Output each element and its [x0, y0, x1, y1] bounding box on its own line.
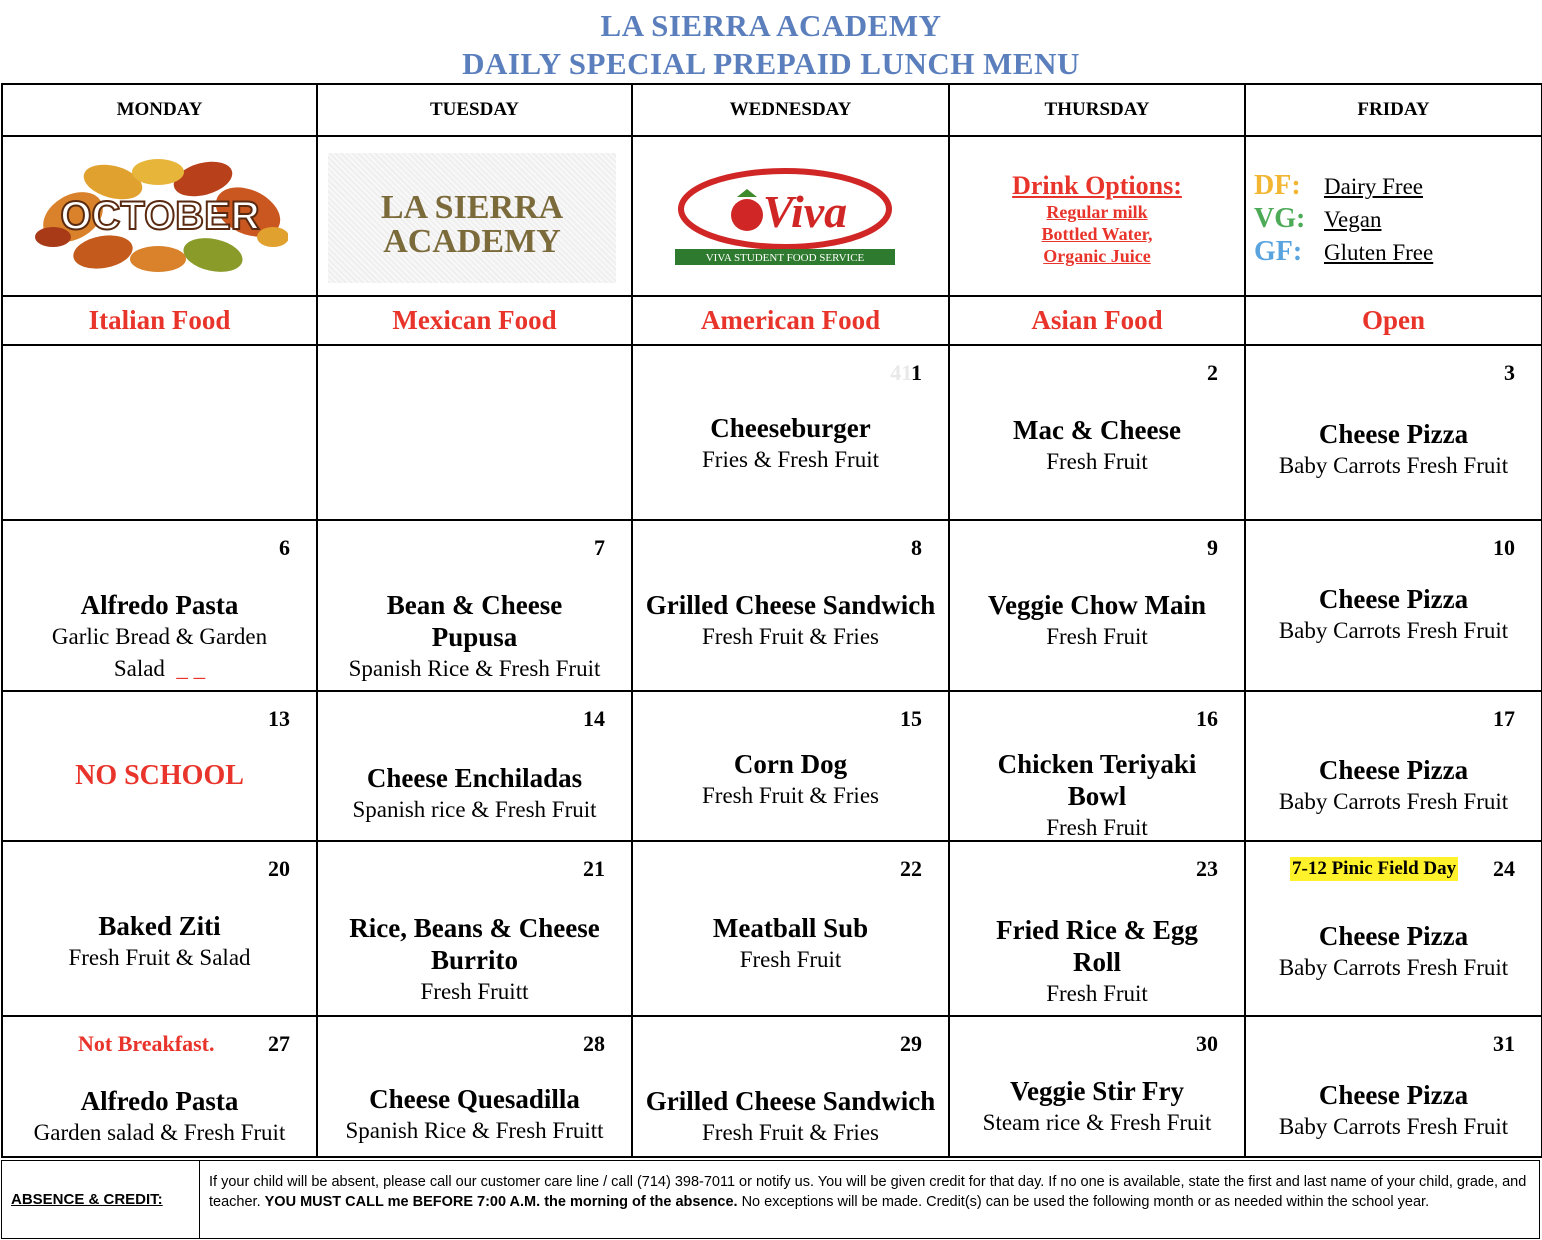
day-cell [1245, 520, 1542, 691]
side-dish: Fresh Fruit [1046, 624, 1148, 649]
day-header-friday: FRIDAY [1245, 84, 1542, 136]
main-dish: Cheeseburger [710, 413, 871, 443]
main-dish: Roll [1072, 947, 1121, 977]
absence-credit-footer [1, 1160, 1540, 1239]
side-dish: Fresh Fruit & Salad [68, 945, 251, 970]
legend-row-dairy-free [1254, 170, 1541, 203]
no-school-notice: NO SCHOOL [75, 760, 244, 791]
side-dish: Fresh Fruit [1046, 449, 1148, 474]
viva-logo-cell [632, 136, 949, 296]
day-number: 9 [1207, 535, 1218, 560]
legend-code: DF: [1254, 170, 1301, 201]
day-number: 23 [1196, 856, 1218, 881]
main-dish: Corn Dog [733, 749, 848, 779]
day-cell [2, 520, 317, 691]
main-dish: Cheese Quesadilla [369, 1084, 580, 1114]
day-header-monday: MONDAY [2, 84, 317, 136]
day-cell-empty [2, 345, 317, 520]
day-cell [949, 345, 1245, 520]
ghost-text: 41 [890, 360, 911, 385]
absence-deadline-warning: YOU MUST CALL me BEFORE 7:00 A.M. the morning of the absence. [264, 1194, 738, 1210]
main-dish: Baked Ziti [98, 911, 221, 941]
day-number: 29 [900, 1031, 922, 1056]
day-cell [632, 691, 949, 841]
viva-logo [675, 167, 895, 267]
legend-code: GF: [1254, 236, 1303, 267]
day-cell [632, 1016, 949, 1157]
day-cell-empty [317, 345, 632, 520]
diet-legend-cell [1245, 136, 1542, 296]
main-dish: Grilled Cheese Sandwich [645, 1086, 936, 1116]
october-leaves-logo [33, 157, 288, 275]
day-number: 3 [1504, 360, 1515, 385]
field-day-note: 7-12 Pinic Field Day [1292, 858, 1457, 879]
viva-logo-caption: VIVA STUDENT FOOD SERVICE [705, 252, 865, 264]
red-marks: _ _ [176, 656, 206, 681]
side-dish: Garden salad & Fresh Fruit [33, 1120, 286, 1145]
main-dish: Chicken Teriyaki [997, 749, 1197, 779]
day-cell [317, 841, 632, 1016]
day-cell [632, 520, 949, 691]
legend-desc: Dairy Free [1324, 174, 1423, 199]
side-dish: Steam rice & Fresh Fruit [982, 1110, 1212, 1135]
day-number: 24 [1493, 856, 1515, 881]
day-cell [632, 345, 949, 520]
day-cell [949, 691, 1245, 841]
day-header-wednesday: WEDNESDAY [632, 84, 949, 136]
legend-desc: Gluten Free [1324, 240, 1434, 265]
side-dish: Baby Carrots Fresh Fruit [1278, 453, 1509, 478]
legend-code: VG: [1254, 203, 1306, 234]
day-cell [2, 841, 317, 1016]
side-dish: Fresh Fruit & Fries [702, 1120, 879, 1145]
page-title: LA SIERRA ACADEMY [600, 8, 942, 43]
drink-option: Bottled Water, [1041, 224, 1153, 244]
day-cell [2, 691, 317, 841]
day-number: 2 [1207, 360, 1218, 385]
day-cell [949, 1016, 1245, 1157]
day-number: 22 [900, 856, 922, 881]
category-american: American Food [632, 296, 949, 345]
side-dish: Baby Carrots Fresh Fruit [1278, 955, 1509, 980]
main-dish: Veggie Chow Main [987, 590, 1206, 620]
school-logo-line1: LA SIERRA [380, 189, 564, 226]
day-cell [949, 520, 1245, 691]
side-dish: Spanish Rice & Fresh Fruitt [345, 1118, 604, 1143]
side-dish: Fresh Fruitt [420, 979, 529, 1004]
school-logo-line2: ACADEMY [383, 223, 561, 260]
side-dish: Baby Carrots Fresh Fruit [1278, 1114, 1509, 1139]
day-number: 6 [279, 535, 290, 560]
absence-credit-text: If your child will be absent, please call our customer care line / call (714) 398-7011 or notify us. You will be given credit for that day. If no one is available, state the first and last name of your child, grade, and teacher. YOU MUST CALL me BEFORE 7:00 A.M. the morning of the absence. No exceptions will be made. Credit(s) can be used the following month or as needed within the school year. [209, 1174, 1527, 1210]
day-number: 15 [900, 706, 922, 731]
october-logo-text: OCTOBER [60, 194, 260, 238]
day-number: 14 [583, 706, 605, 731]
category-open: Open [1245, 296, 1542, 345]
day-number: 21 [583, 856, 605, 881]
side-dish: Garlic Bread & Garden [51, 624, 268, 649]
absence-credit-label: ABSENCE & CREDIT: [2, 1161, 200, 1238]
school-logo [328, 153, 616, 283]
main-dish: Alfredo Pasta [80, 590, 239, 620]
main-dish: Veggie Stir Fry [1010, 1076, 1184, 1106]
day-header-tuesday: TUESDAY [317, 84, 632, 136]
day-number: 31 [1493, 1031, 1515, 1056]
menu-calendar [1, 83, 1542, 1158]
main-dish: Cheese Pizza [1318, 755, 1469, 785]
main-dish: Cheese Pizza [1318, 1080, 1469, 1110]
day-number: 7 [594, 535, 605, 560]
main-dish: Pupusa [431, 622, 518, 652]
day-cell [1245, 841, 1542, 1016]
side-dish: Baby Carrots Fresh Fruit [1278, 789, 1509, 814]
day-cell [949, 841, 1245, 1016]
day-cell [317, 1016, 632, 1157]
side-dish: Fresh Fruit [1046, 981, 1148, 1006]
main-dish: Fried Rice & Egg [996, 915, 1198, 945]
day-number: 10 [1493, 535, 1515, 560]
day-header-thursday: THURSDAY [949, 84, 1245, 136]
day-number: 13 [268, 706, 290, 731]
category-asian: Asian Food [949, 296, 1245, 345]
side-dish: Spanish Rice & Fresh Fruit [348, 656, 601, 681]
day-cell [1245, 691, 1542, 841]
side-dish: Salad _ _ [113, 656, 206, 681]
day-cell [2, 1016, 317, 1157]
side-dish: Fresh Fruit [739, 947, 842, 972]
viva-logo-text: Viva [762, 186, 848, 237]
day-number: 411 [890, 360, 922, 385]
main-dish: Cheese Pizza [1318, 419, 1469, 449]
school-logo-cell [317, 136, 632, 296]
day-number: 27 [268, 1031, 290, 1056]
day-cell [317, 691, 632, 841]
day-number: 17 [1493, 706, 1515, 731]
main-dish: Meatball Sub [712, 913, 869, 943]
drink-options-cell [949, 136, 1245, 296]
page-subtitle: DAILY SPECIAL PREPAID LUNCH MENU [462, 46, 1080, 81]
main-dish: Burrito [431, 945, 518, 975]
day-cell [632, 841, 949, 1016]
side-dish: Spanish rice & Fresh Fruit [352, 797, 597, 822]
day-number: 20 [268, 856, 290, 881]
day-cell [1245, 1016, 1542, 1157]
main-dish: Grilled Cheese Sandwich [645, 590, 936, 620]
side-dish: Fresh Fruit & Fries [702, 624, 879, 649]
drink-options-heading: Drink Options: [1012, 171, 1182, 200]
drink-option: Organic Juice [1043, 246, 1151, 266]
main-dish: Bowl [1067, 781, 1127, 811]
october-logo-cell [2, 136, 317, 296]
main-dish: Cheese Pizza [1318, 921, 1469, 951]
main-dish: Alfredo Pasta [80, 1086, 239, 1116]
day-number: 8 [911, 535, 922, 560]
not-breakfast-note: Not Breakfast. [78, 1031, 215, 1056]
side-dish: Fries & Fresh Fruit [702, 447, 879, 472]
day-number: 30 [1196, 1031, 1218, 1056]
main-dish: Mac & Cheese [1013, 415, 1181, 445]
day-number: 16 [1196, 706, 1218, 731]
category-mexican: Mexican Food [317, 296, 632, 345]
legend-row-gluten-free [1254, 236, 1541, 269]
drink-option: Regular milk [1046, 202, 1148, 222]
side-dish: Fresh Fruit [1046, 815, 1148, 840]
strawberry-icon [731, 199, 763, 231]
legend-row-vegan [1254, 203, 1541, 236]
main-dish: Bean & Cheese [386, 590, 563, 620]
side-dish: Baby Carrots Fresh Fruit [1278, 618, 1509, 643]
side-dish: Fresh Fruit & Fries [702, 783, 879, 808]
main-dish: Cheese Pizza [1318, 584, 1469, 614]
day-number: 28 [583, 1031, 605, 1056]
legend-desc: Vegan [1324, 207, 1382, 232]
main-dish: Cheese Enchiladas [366, 763, 583, 793]
day-cell [1245, 345, 1542, 520]
day-cell [317, 520, 632, 691]
main-dish: Rice, Beans & Cheese [349, 913, 600, 943]
category-italian: Italian Food [2, 296, 317, 345]
